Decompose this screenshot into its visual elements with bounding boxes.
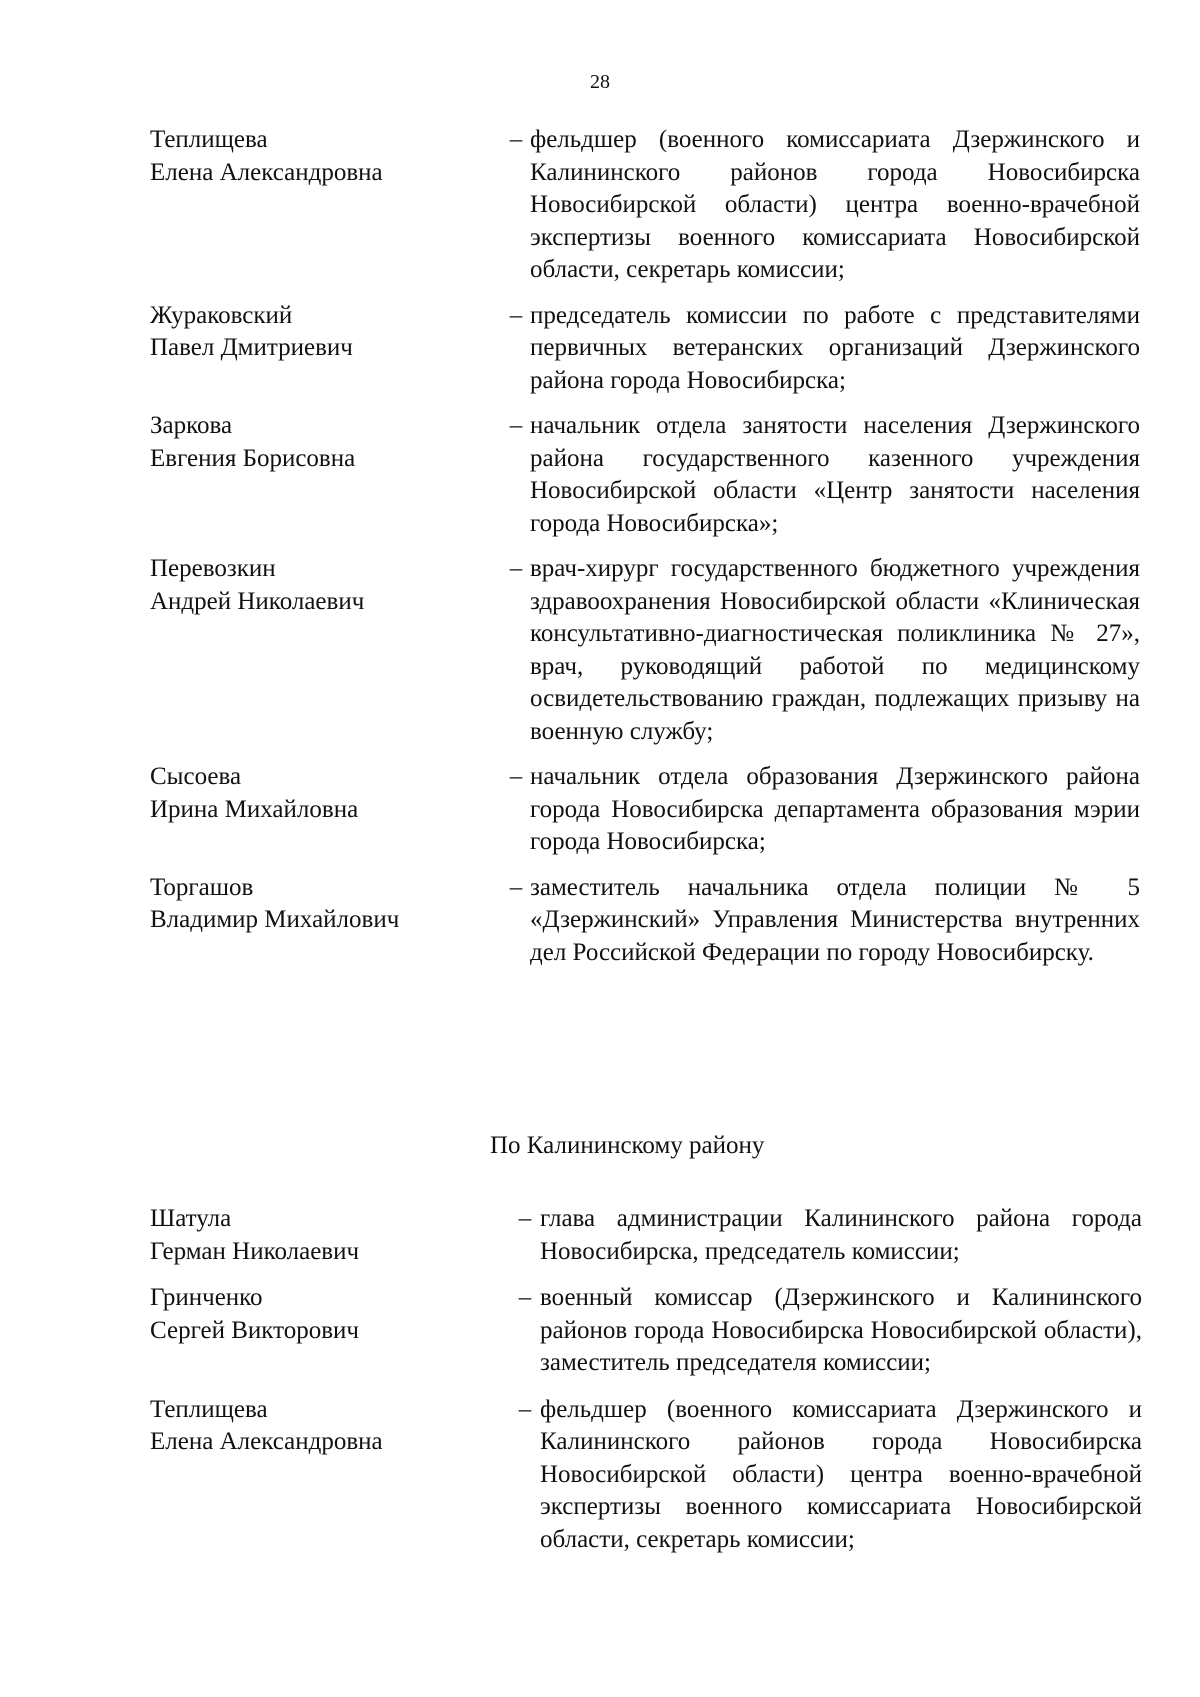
member-name xyxy=(150,124,502,287)
dash-separator: – xyxy=(509,126,523,153)
member-entry xyxy=(150,761,1150,859)
member-role: председатель комиссии по работе с представителями первичных ветеранских организаций Дзержинского района города Новосибирска; xyxy=(530,301,1140,394)
member-name xyxy=(150,300,502,398)
member-surname: Шатула xyxy=(150,1205,232,1232)
member-surname: Торгашов xyxy=(150,873,254,901)
section-heading: По Калининскому району xyxy=(490,1132,765,1159)
dash-separator: – xyxy=(518,1395,532,1423)
member-surname: Теплищева xyxy=(150,1395,268,1423)
member-role: фельдшер (военного комиссариата Дзержинского и Калининского районов города Новосибирска Новосибирской области) центра военно-врачебной экспертизы военного комиссариата Новосибирской области, секретарь комиссии; xyxy=(530,126,1140,283)
member-given-names: Евгения Борисовна xyxy=(150,444,356,472)
member-role: врач-хирург государственного бюджетного учреждения здравоохранения Новосибирской области «Клиническая консультативно-диагностическая поликлиника № 27», врач, руководящий работой по медицинскому освидетельствованию граждан, подлежащих призыву на военную службу; xyxy=(530,555,1140,745)
member-role: заместитель начальника отдела полиции № 5 «Дзержинский» Управления Министерства внутренних дел Российской Федерации по городу Новосибирску. xyxy=(530,873,1140,966)
member-name xyxy=(150,1282,510,1380)
member-name xyxy=(150,872,502,970)
section1-list xyxy=(150,0,1150,969)
member-role: фельдшер (военного комиссариата Дзержинского и Калининского районов города Новосибирска Новосибирской области) центра военно-врачебной экспертизы военного комиссариата Новосибирской области, секретарь комиссии; xyxy=(540,1395,1142,1553)
dash-separator: – xyxy=(509,873,523,901)
dash-separator: – xyxy=(509,301,523,329)
member-surname: Гринченко xyxy=(150,1284,263,1311)
member-name xyxy=(150,761,502,859)
member-given-names: Елена Александровна xyxy=(150,158,383,186)
member-given-names: Павел Дмитриевич xyxy=(150,334,353,361)
member-surname: Перевозкин xyxy=(150,555,276,582)
member-entry xyxy=(150,410,1150,540)
member-given-names: Владимир Михайлович xyxy=(150,906,400,933)
member-given-names: Елена Александровна xyxy=(150,1428,383,1455)
member-entry xyxy=(150,1203,1150,1268)
member-name xyxy=(150,1394,510,1557)
dash-separator: – xyxy=(518,1284,532,1311)
member-role: начальник отдела образования Дзержинского района города Новосибирска департамента образования мэрии города Новосибирска; xyxy=(530,763,1140,855)
dash-separator: – xyxy=(518,1205,532,1232)
member-surname: Сысоева xyxy=(150,763,242,790)
member-surname: Заркова xyxy=(150,412,233,439)
member-entry xyxy=(150,300,1150,398)
member-surname: Теплищева xyxy=(150,126,268,153)
member-name xyxy=(150,553,502,748)
member-entry xyxy=(150,1394,1150,1557)
member-role: глава администрации Калининского района города Новосибирска, председатель комиссии; xyxy=(540,1205,1142,1265)
dash-separator: – xyxy=(509,555,523,582)
member-surname: Жураковский xyxy=(150,301,293,329)
member-given-names: Ирина Михайловна xyxy=(150,795,359,823)
member-entry xyxy=(150,1282,1150,1380)
dash-separator: – xyxy=(509,763,523,790)
member-entry xyxy=(150,124,1150,287)
member-role: начальник отдела занятости населения Дзержинского района государственного казенного учреждения Новосибирской области «Центр занятости населения города Новосибирска»; xyxy=(530,412,1140,537)
member-given-names: Сергей Викторович xyxy=(150,1316,359,1344)
member-name xyxy=(150,410,502,540)
member-name xyxy=(150,1203,510,1268)
dash-separator: – xyxy=(509,412,523,439)
member-role: военный комиссар (Дзержинского и Калининского районов города Новосибирска Новосибирской области), заместитель председателя комиссии; xyxy=(540,1284,1142,1376)
member-given-names: Андрей Николаевич xyxy=(150,587,365,615)
member-entry xyxy=(150,872,1150,970)
section2-list xyxy=(150,1203,1150,1556)
page-number: 28 xyxy=(590,71,610,93)
member-entry xyxy=(150,553,1150,748)
member-given-names: Герман Николаевич xyxy=(150,1237,360,1265)
